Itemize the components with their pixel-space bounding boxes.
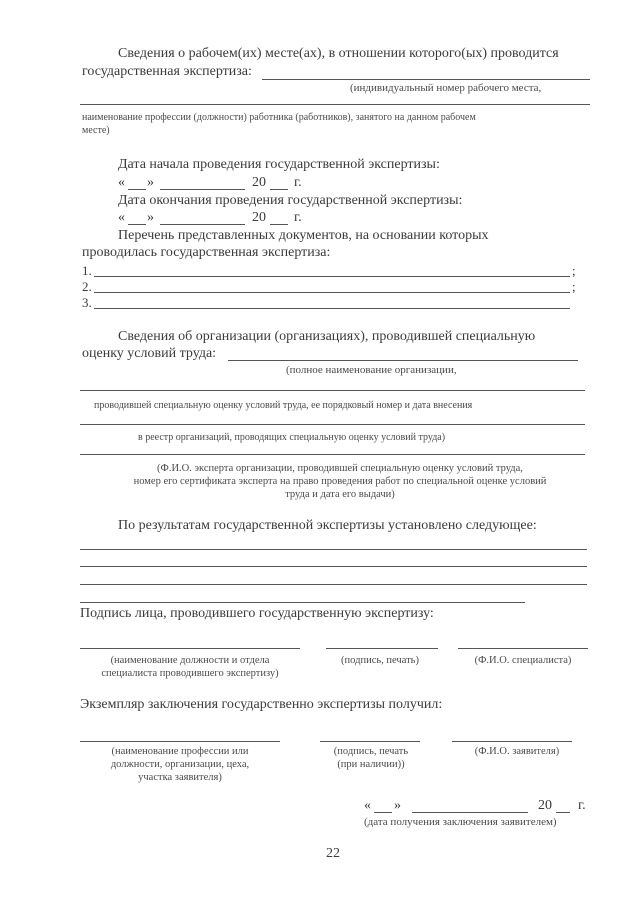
receipt-position-line [80,741,280,742]
documents-item2-end: ; [572,279,576,294]
receipt-label: Экземпляр заключения государственно экспертизы получил: [80,697,443,712]
signature-name-line [458,648,588,649]
documents-item2-line [94,292,570,293]
organization-caption4 [80,462,600,501]
signature-sign-line [326,648,438,649]
documents-line1: Перечень представленных документов, на основании которых [118,228,489,243]
start-year-line [270,189,288,190]
receipt-date-open-quote: « [364,798,371,813]
start-date-label: Дата начала проведения государственной экспертизы: [118,157,440,172]
workplace-caption2-a: наименование профессии (должности) работника (работников), занятого на данном рабочем [82,112,476,123]
documents-item3-line [94,308,570,309]
receipt-year-line [556,812,570,813]
start-date-open-quote: « [118,175,125,190]
workplace-caption2-b: месте) [82,125,110,136]
page-number: 22 [326,846,340,861]
organization-field-line-3 [80,424,585,425]
organization-caption1: (полное наименование организации, [286,364,457,376]
receipt-caption1 [75,745,285,784]
organization-field-line [228,360,578,361]
documents-item2-number: 2. [82,279,92,294]
receipt-month-line [412,812,528,813]
receipt-date-caption: (дата получения заключения заявителем) [364,816,557,828]
organization-caption4-b: номер его сертификата эксперта на право проведения работ по специальной оценке условий [133,476,547,487]
receipt-name-line [452,741,572,742]
signature-position-line [80,648,300,649]
organization-field-line-2 [80,390,585,391]
receipt-sign-line [320,741,420,742]
documents-item1-number: 1. [82,263,92,278]
organization-caption2: проводившей специальную оценку условий труда, ее порядковый номер и дата внесения [94,400,473,411]
end-year-suffix: г. [294,210,302,225]
start-day-line [128,189,146,190]
organization-caption3: в реестр организаций, проводящих специальную оценку условий труда) [138,432,446,443]
signature-caption1 [80,654,300,680]
receipt-caption2 [316,745,426,771]
end-date-open-quote: « [118,210,125,225]
receipt-caption3: (Ф.И.О. заявителя) [474,746,560,757]
receipt-caption1-b: должности, организации, цеха, [110,759,250,770]
organization-caption4-c: труда и дата его выдачи) [285,489,395,500]
end-date-label: Дата окончания проведения государственной экспертизы: [118,193,463,208]
results-line-2 [80,566,587,567]
signature-caption2: (подпись, печать) [341,655,419,666]
receipt-caption2-b: (при наличии)) [337,759,405,770]
documents-item1-end: ; [572,263,576,278]
start-year-prefix: 20 [252,175,266,190]
workplace-caption: (индивидуальный номер рабочего места, [350,82,542,94]
receipt-year-suffix: г. [578,798,586,813]
end-year-prefix: 20 [252,210,266,225]
end-month-line [160,224,245,225]
documents-line2: проводилась государственная экспертиза: [82,245,331,260]
documents-item1-line [94,276,570,277]
receipt-day-line [374,812,392,813]
receipt-year-prefix: 20 [538,798,552,813]
end-year-line [270,224,288,225]
organization-line1: Сведения об организации (организациях), проводившей специальную [118,329,536,344]
workplace-line1: Сведения о рабочем(их) месте(ах), в отношении которого(ых) проводится [118,46,559,61]
end-date-close-quote: » [147,210,154,225]
start-month-line [160,189,245,190]
workplace-line2: государственная экспертиза: [82,64,252,79]
receipt-date-close-quote: » [394,798,401,813]
signature-caption1-b: специалиста проводившего экспертизу) [101,668,279,679]
signature-caption3: (Ф.И.О. специалиста) [474,655,572,666]
signature-caption1-a: (наименование должности и отдела [110,655,270,666]
receipt-caption1-a: (наименование профессии или [111,746,249,757]
start-date-close-quote: » [147,175,154,190]
results-line-4 [80,602,525,603]
results-line-1 [80,549,587,550]
results-line-3 [80,584,587,585]
signature-label: Подпись лица, проводившего государственную экспертизу: [80,606,434,621]
receipt-caption1-c: участка заявителя) [138,772,222,783]
receipt-caption2-a: (подпись, печать [333,746,409,757]
start-year-suffix: г. [294,175,302,190]
documents-item3-number: 3. [82,295,92,310]
organization-caption4-a: (Ф.И.О. эксперта организации, проводившей специальную оценку условий труда, [157,463,523,474]
organization-field-line-4 [80,454,585,455]
end-day-line [128,224,146,225]
results-label: По результатам государственной экспертизы установлено следующее: [118,518,537,533]
workplace-field-line [262,79,590,80]
organization-line2: оценку условий труда: [82,346,217,361]
workplace-field-line-2 [80,104,590,105]
